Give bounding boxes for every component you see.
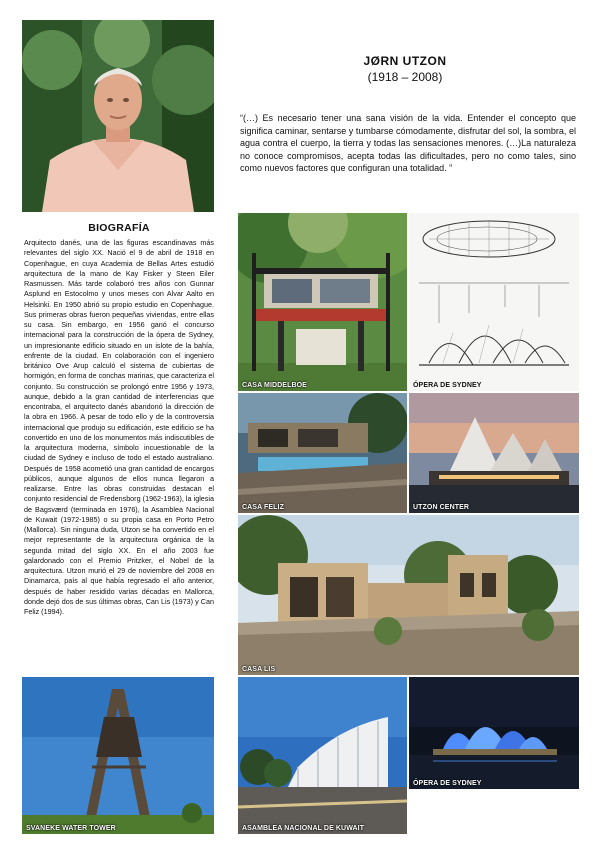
drawing-opera-sydney — [409, 213, 579, 391]
photo-opera-sydney-night — [409, 677, 579, 789]
caption-casa-middelboe: CASA MIDDELBOE — [242, 382, 307, 389]
biography-heading: BIOGRAFÍA — [88, 222, 150, 234]
caption-svaneke-water-tower: SVANEKE WATER TOWER — [26, 825, 116, 832]
photo-utzon-center — [409, 393, 579, 513]
biography-text: Arquitecto danés, una de las figuras escandinavas más relevantes del siglo XX. Nació el 9 de abril de 1918 en Copenhague, en cuya Academia de Bellas Artes estudió arquitectura de la mano de Kay Fisker y Steen Eiler Rasmussen. Más tarde colaboró tres años con Gunnar Asplund en Estocolmo y unos meses con Alvar Aalto en Helsinki. En 1950 abrió su propio estudio en Copenhague. Sus primeras obras fueron pequeñas viviendas, entre ellas su casa. Sin embargo, en 1956 ganó el concurso internacional para la construcción de la ópera de Sydney, un impresionante edificio situado en un islote de la bahía, enfrente de la ciudad. En colaboración con el ingeniero británico Ove Arup calculó el sistema de cubiertas de hormigón, en forma de conchas marinas, que caracteriza el conjunto. Su construcción se prolongó entre 1956 y 1973, aunque, debido a la gran cantidad de interferencias que encontraba, el arquitecto danés abandonó la dirección de la obra en 1966. A pesar de todo ello y de la controversia internacional que produjo su edificación, este edificio se ha convertido en uno de los monumentos más indiscutibles de la arquitectura moderna, símbolo incuestionable de la ciudad de Sydney e incluso de todo el estado australiano. Después de 1958 acometió una gran cantidad de encargos públicos, aunque algunos de ellos nunca llegaron a realizarse. Entre las obras construidas destacan el conjunto residencial de Fredensborg (1962-1963), la iglesia de Bagsværd (terminada en 1976), la Asamblea Nacional de Kuwait (1972-1985) o su propia casa en Porto Petro (Mallorca). Sin ninguna duda, Utzon se ha convertido en el mejor representante de la arquitectura orgánica de la segunda mitad del siglo XX. En el año 2003 fue galardonado con el Premio Pritzker, el Nobel de la arquitectura. Utzon murió el 29 de noviembre del 2008 en Dinamarca, país al que había regresado el año anterior, después de haber residido varias décadas en Mallorca, donde dejó dos de sus últimas obras, Can Lis (1973) y Can Feliz (1994). — [24, 238, 214, 616]
portrait-photo — [22, 20, 214, 212]
caption-opera-sydney-drawing: ÓPERA DE SYDNEY — [413, 382, 482, 389]
photo-svaneke-water-tower — [22, 677, 214, 834]
photo-casa-lis — [238, 515, 579, 675]
life-years: (1918 – 2008) — [367, 70, 443, 84]
caption-casa-feliz: CASA FELIZ — [242, 504, 284, 511]
caption-utzon-center: UTZON CENTER — [413, 504, 470, 511]
quote-text: “(…) Es necesario tener una sana visión de la vida. Entender el concepto que significa caminar, sentarse y tumbarse cómodamente, disfrutar del sol, la sombra, el agua contra el cuerpo, la tierra y todas las sensaciones menores. (…)La naturaleza no conoce compromisos, acepta todas las dificultades, pero no como tales, sino como nuevos factores que configuran una totalidad. ” — [240, 113, 576, 173]
caption-opera-sydney-night: ÓPERA DE SYDNEY — [413, 780, 482, 787]
page-title: JØRN UTZON — [363, 54, 447, 68]
photo-casa-middelboe — [238, 213, 407, 391]
caption-asamblea-kuwait: ASAMBLEA NACIONAL DE KUWAIT — [242, 825, 365, 832]
caption-casa-lis: CASA LIS — [242, 666, 276, 673]
photo-casa-feliz — [238, 393, 407, 513]
photo-asamblea-kuwait — [238, 677, 407, 834]
